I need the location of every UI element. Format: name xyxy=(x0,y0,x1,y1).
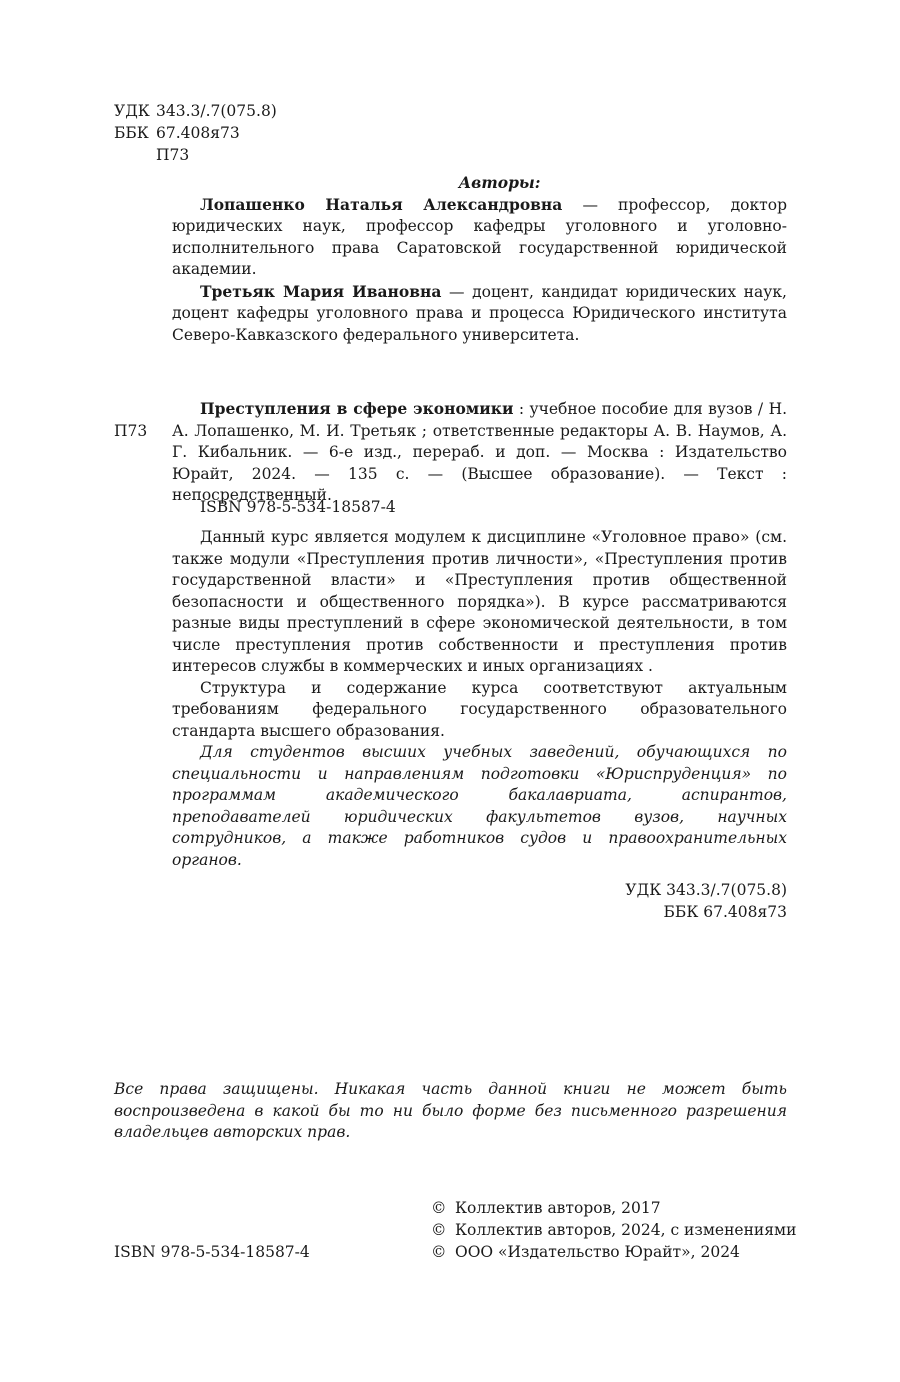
author-2 xyxy=(172,281,787,347)
classification-right xyxy=(560,879,787,923)
authors-block xyxy=(172,172,787,346)
author-mark: П73 xyxy=(156,146,190,164)
udk-label: УДК xyxy=(114,102,150,120)
biblio-author-mark: П73 xyxy=(114,422,148,440)
annotation-audience: Для студентов высших учебных заведений, обучающихся по специальности и направлениям подготовки «Юриспруденция» по программам академического бакалавриата, аспирантов, преподавателей юридических факультетов вузов, научных сотрудников, а также работников судов и правоохранительных органов. xyxy=(172,743,787,869)
author-2-desc: — доцент, кандидат юридических наук, доцент кафедры уголовного права и процесса Юридического института Северо-Кавказского федерального университета. xyxy=(172,282,787,344)
author-2-name: Третьяк Мария Ивановна xyxy=(200,281,442,301)
biblio-isbn: ISBN 978-5-534-18587-4 xyxy=(200,498,396,516)
copyright-icon: © xyxy=(431,1199,447,1217)
copyright-icon: © xyxy=(431,1243,447,1261)
authors-heading: Авторы: xyxy=(458,173,541,192)
copyright-line-3: © ООО «Издательство Юрайт», 2024 xyxy=(431,1243,740,1261)
copyright-line-1: © Коллектив авторов, 2017 xyxy=(431,1199,661,1217)
annotation-p1: Данный курс является модулем к дисциплине «Уголовное право» (см. также модули «Преступления против личности», «Преступления против государственной власти» и «Преступления против общественной безопасности и общественного порядка»). В курсе рассматриваются разные виды преступлений в сфере экономической деятельности, в том числе преступления против собственности и преступления против интересов службы в коммерческих и иных организациях . xyxy=(172,528,787,675)
udk-value: 343.3/.7(075.8) xyxy=(156,102,277,120)
rights-notice: Все права защищены. Никакая часть данной книги не может быть воспроизведена в какой бы то ни было форме без письменного разрешения владельцев авторских прав. xyxy=(114,1080,787,1141)
bibliographic-record xyxy=(172,398,787,507)
annotation xyxy=(172,527,787,871)
biblio-details: : учебное пособие для вузов / Н. А. Лопашенко, М. И. Третьяк ; ответственные редакторы А. В. Наумов, А. Г. Кибальник. — 6-е изд., перераб. и доп. — Москва : Издательство Юрайт, 2024. — 135 с. — (Высшее образование). — Текст : непосредственный. xyxy=(172,400,788,504)
bbk-label: ББК xyxy=(114,124,149,142)
copyright-block xyxy=(431,1197,796,1263)
book-title: Преступления в сфере экономики xyxy=(200,399,514,418)
copyright-icon: © xyxy=(431,1221,447,1239)
udk-row xyxy=(114,100,277,122)
author-1-name: Лопашенко Наталья Александровна xyxy=(200,194,563,214)
bbk-row xyxy=(114,122,277,144)
author-1-desc: — профессор, доктор юридических наук, профессор кафедры уголовного и уголовно-исполнительного права Саратовской государственной юридической академии. xyxy=(172,195,787,278)
footer-isbn: ISBN 978-5-534-18587-4 xyxy=(114,1243,310,1261)
author-1 xyxy=(172,194,787,281)
classification-codes xyxy=(114,100,277,166)
bbk-right: ББК 67.408я73 xyxy=(663,903,787,921)
udk-right: УДК 343.3/.7(075.8) xyxy=(625,881,787,899)
copyright-line-2: © Коллектив авторов, 2024, с изменениями xyxy=(431,1221,797,1239)
annotation-p2: Структура и содержание курса соответствуют актуальным требованиям федерального государственного образовательного стандарта высшего образования. xyxy=(172,678,787,740)
bbk-value: 67.408я73 xyxy=(156,124,240,142)
